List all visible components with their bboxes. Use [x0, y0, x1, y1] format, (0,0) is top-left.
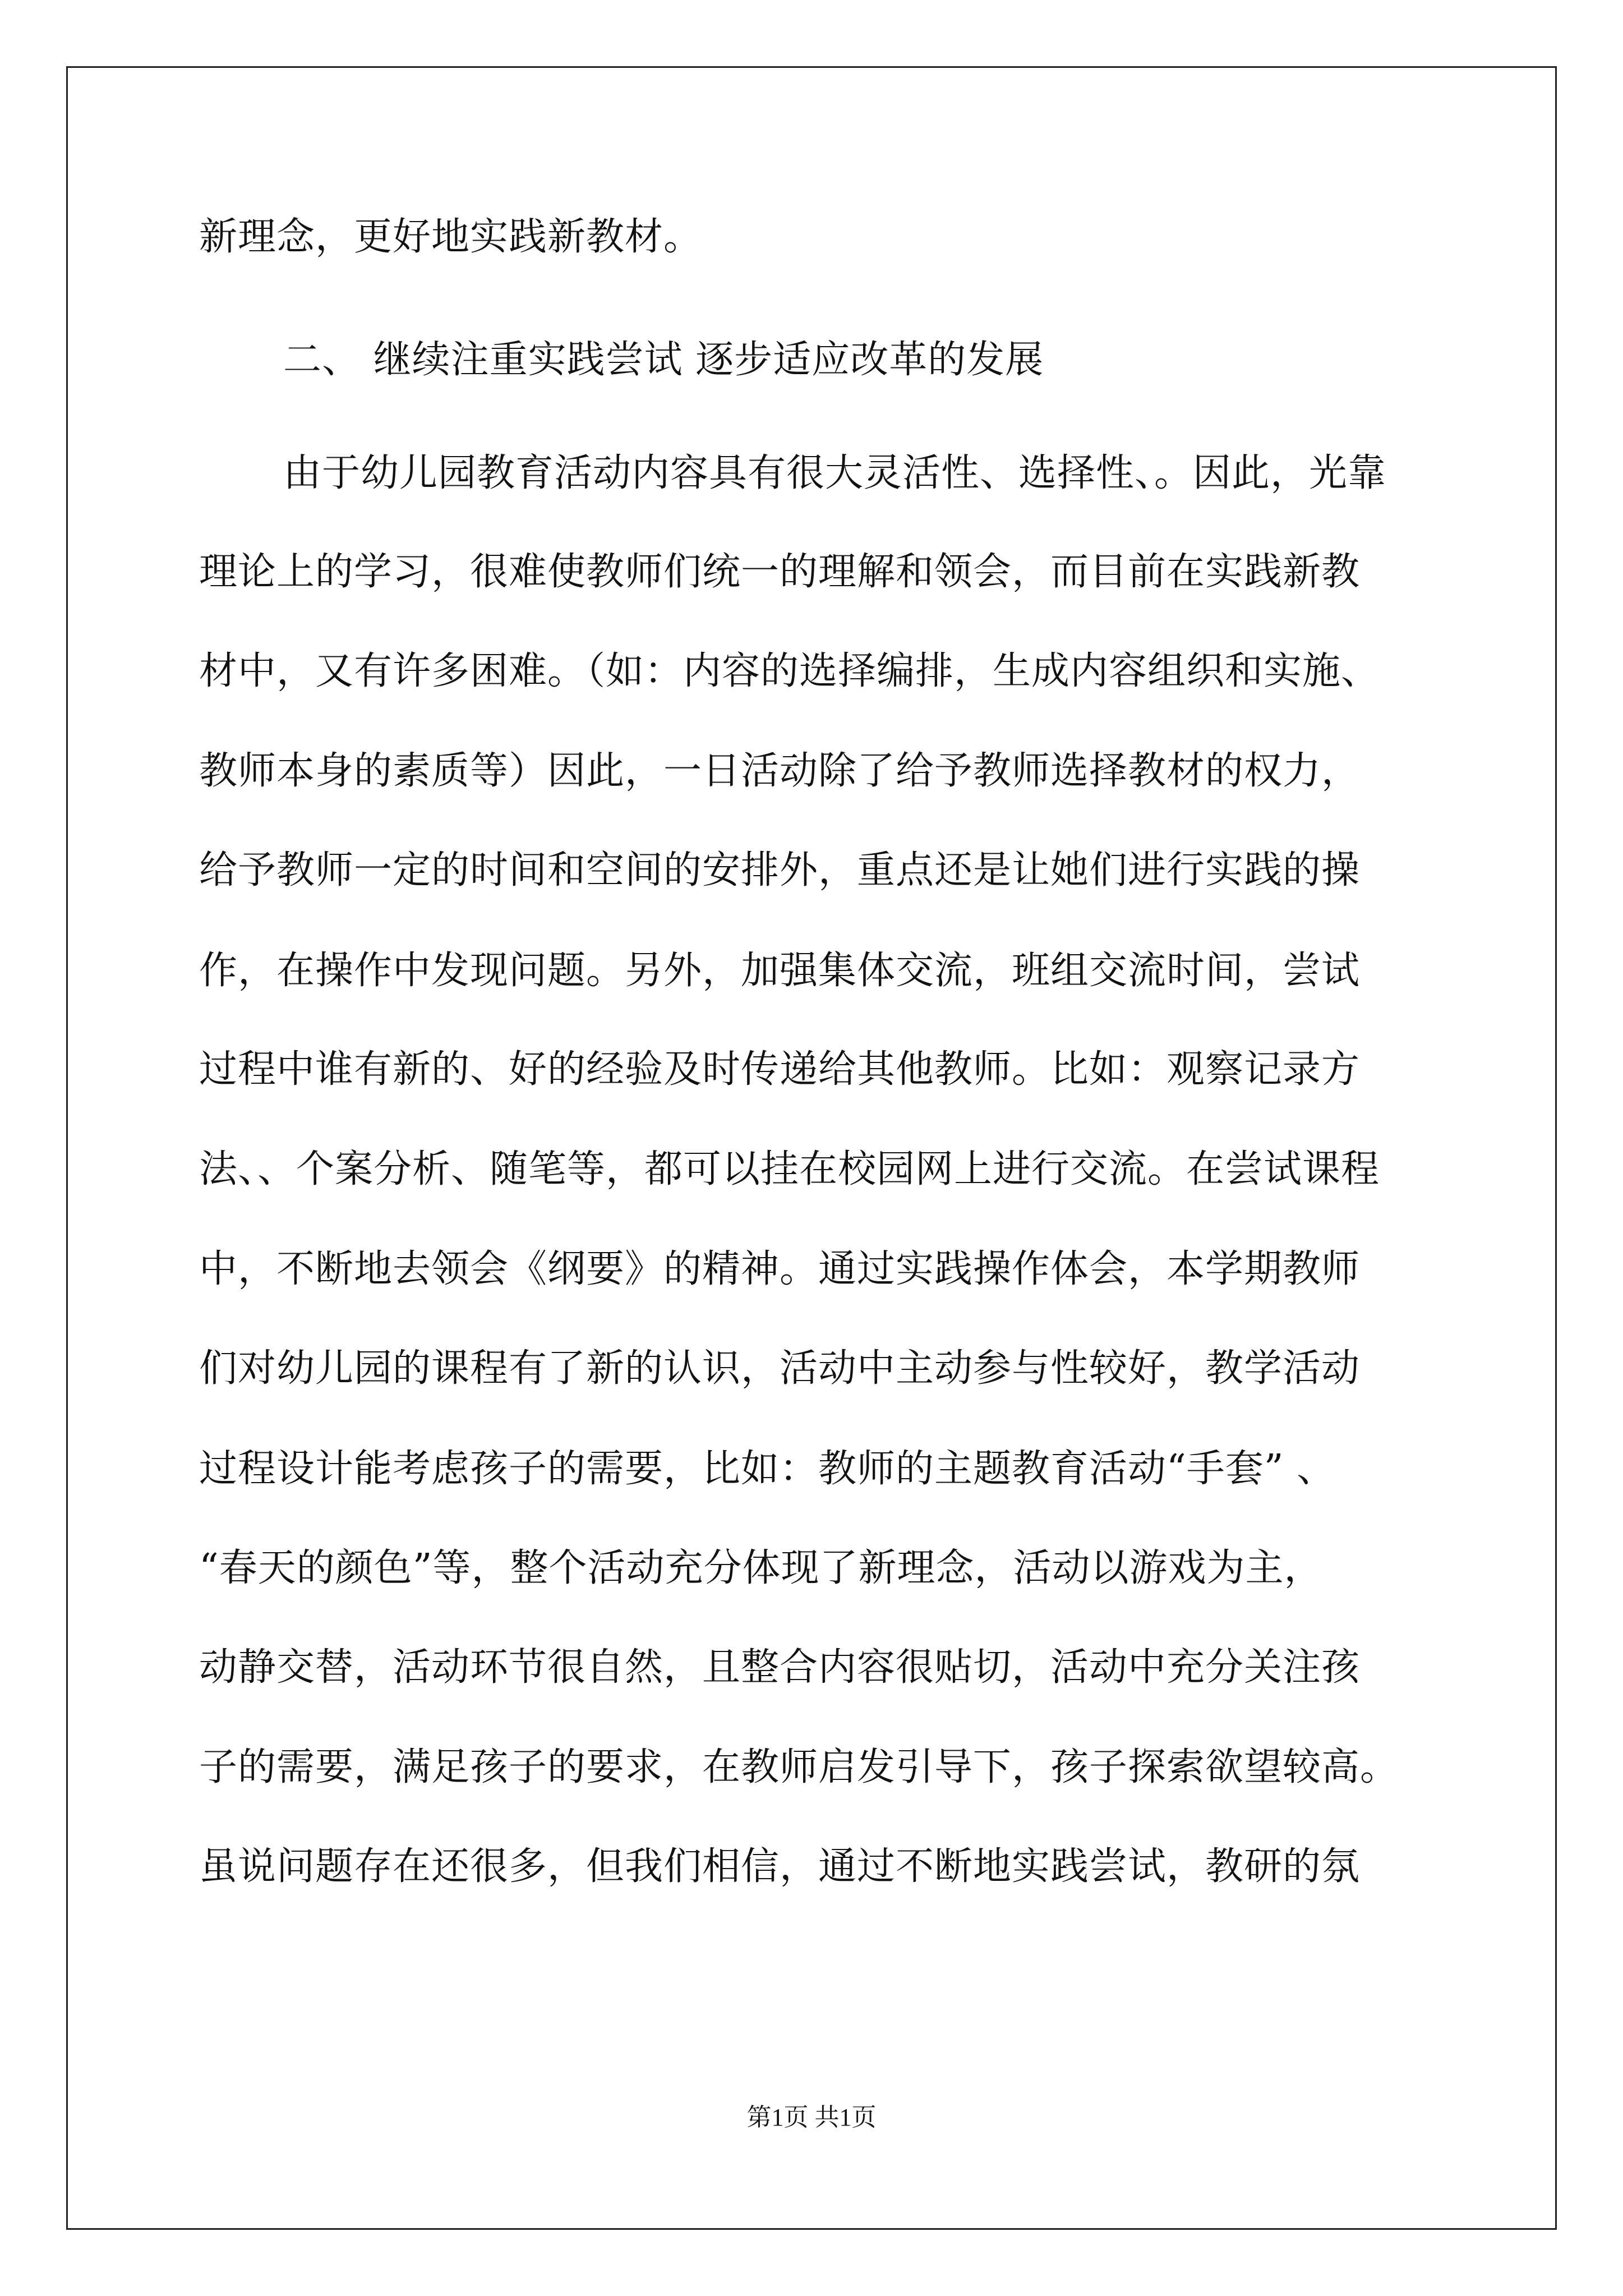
text-line: 给予教师一定的时间和空间的安排外，重点还是让她们进行实践的操 — [199, 848, 1361, 892]
text-line: 教师本身的素质等）因此，一日活动除了给予教师选择教材的权力， — [199, 749, 1361, 793]
text-line: 们对幼儿园的课程有了新的认识，活动中主动参与性较好，教学活动 — [199, 1346, 1361, 1391]
text-line: “春天的颜色”等，整个活动充分体现了新理念，活动以游戏为主， — [199, 1546, 1323, 1590]
text-line: 虽说问题存在还很多，但我们相信，通过不断地实践尝试，教研的氛 — [199, 1844, 1361, 1889]
text-line: 过程设计能考虑孩子的需要，比如：教师的主题教育活动“手套” 、 — [199, 1447, 1336, 1491]
text-line: 材中，又有许多困难。（如：内容的选择编排，生成内容组织和实施、 — [199, 649, 1380, 693]
text-line: 理论上的学习，很难使教师们统一的理解和领会，而目前在实践新教 — [199, 550, 1361, 594]
text-line: 过程中谁有新的、好的经验及时传递给其他教师。比如：观察记录方 — [199, 1047, 1361, 1092]
text-line: 新理念，更好地实践新教材。 — [199, 215, 703, 259]
text-line: 动静交替，活动环节很自然，且整合内容很贴切，活动中充分关注孩 — [199, 1645, 1361, 1690]
section-heading: 二、 继续注重实践尝试 逐步适应改革的发展 — [283, 338, 1044, 382]
text-line: 由于幼儿园教育活动内容具有很大灵活性、选择性、。因此，光靠 — [283, 451, 1387, 495]
text-line: 子的需要，满足孩子的要求，在教师启发引导下，孩子探索欲望较高。 — [199, 1745, 1399, 1789]
text-line: 作，在操作中发现问题。另外，加强集体交流，班组交流时间，尝试 — [199, 949, 1361, 993]
text-line: 法、、个案分析、随笔等，都可以挂在校园网上进行交流。在尝试课程 — [199, 1147, 1380, 1191]
page-number-footer: 第1页 共1页 — [746, 2104, 877, 2131]
text-line: 中，不断地去领会《纲要》的精神。通过实践操作体会，本学期教师 — [199, 1247, 1361, 1291]
